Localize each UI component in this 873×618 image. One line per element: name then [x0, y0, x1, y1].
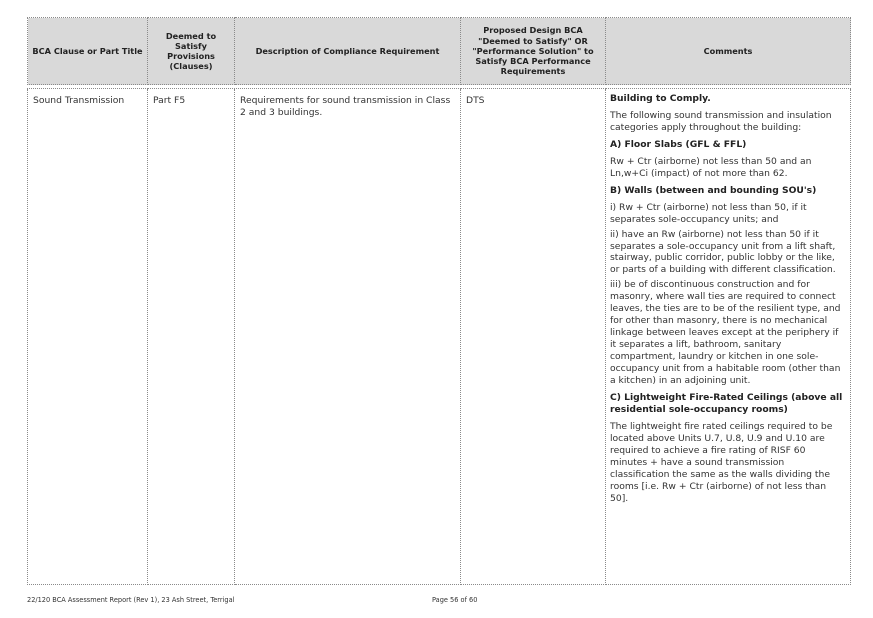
header-provisions: Deemed to Satisfy Provisions (Clauses) — [148, 18, 235, 85]
section-c-heading: C) Lightweight Fire-Rated Ceilings (above all residential sole-occupancy rooms) — [610, 391, 843, 415]
section-b-item-i: i) Rw + Ctr (airborne) not less than 50, if it separates sole-occupancy units; and — [610, 201, 807, 225]
cell-clause: Sound Transmission — [28, 89, 148, 585]
comment-heading: Building to Comply. — [610, 93, 711, 104]
cell-description: Requirements for sound transmission in Class 2 and 3 buildings. — [235, 89, 461, 585]
section-c-text: The lightweight fire rated ceilings required to be located above Units U.7, U.8, U.9 and U.10 are required to achieve a fire rating of RISF 60 minutes + have a sound transmission classification the same as the walls dividing the rooms [i.e. Rw + Ctr (airborne) of not less than 50]. — [610, 420, 833, 504]
cell-provisions: Part F5 — [148, 89, 235, 585]
header-proposed-design: Proposed Design BCA "Deemed to Satisfy" OR "Performance Solution" to Satisfy BCA Performance Requirements — [461, 18, 606, 85]
bca-assessment-table — [27, 17, 851, 585]
footer-report-title: 22/120 BCA Assessment Report (Rev 1), 23 Ash Street, Terrigal — [27, 596, 235, 604]
table-row — [28, 89, 851, 585]
cell-proposed: DTS — [461, 89, 606, 585]
header-comments: Comments — [606, 18, 851, 85]
section-a-text: Rw + Ctr (airborne) not less than 50 and an Ln,w+Ci (impact) of not more than 62. — [610, 155, 812, 179]
comment-intro: The following sound transmission and insulation categories apply throughout the building: — [610, 109, 832, 133]
header-description: Description of Compliance Requirement — [235, 18, 461, 85]
section-b-item-iii: iii) be of discontinuous construction and for masonry, where wall ties are required to connect leaves, the ties are to be of the resilient type, and for other than masonry, there is no mechanical linkage between leaves except at the periphery if it separates a lift, bathroom, sanitary compartment, laundry or kitchen in one sole-occupancy unit from a habitable room (other than a kitchen) in an adjoining unit. — [610, 279, 841, 387]
section-a-heading: A) Floor Slabs (GFL & FFL) — [610, 138, 747, 150]
section-b-heading: B) Walls (between and bounding SOU's) — [610, 184, 817, 196]
section-b-item-ii: ii) have an Rw (airborne) not less than 50 if it separates a sole-occupancy unit from a lift shaft, stairway, public corridor, public lobby or the like, or parts of a building with different classification. — [610, 228, 836, 276]
table-header-row — [28, 18, 851, 85]
header-clause: BCA Clause or Part Title — [28, 18, 148, 85]
footer-page-number: Page 56 of 60 — [432, 596, 478, 604]
cell-comments — [606, 89, 851, 585]
